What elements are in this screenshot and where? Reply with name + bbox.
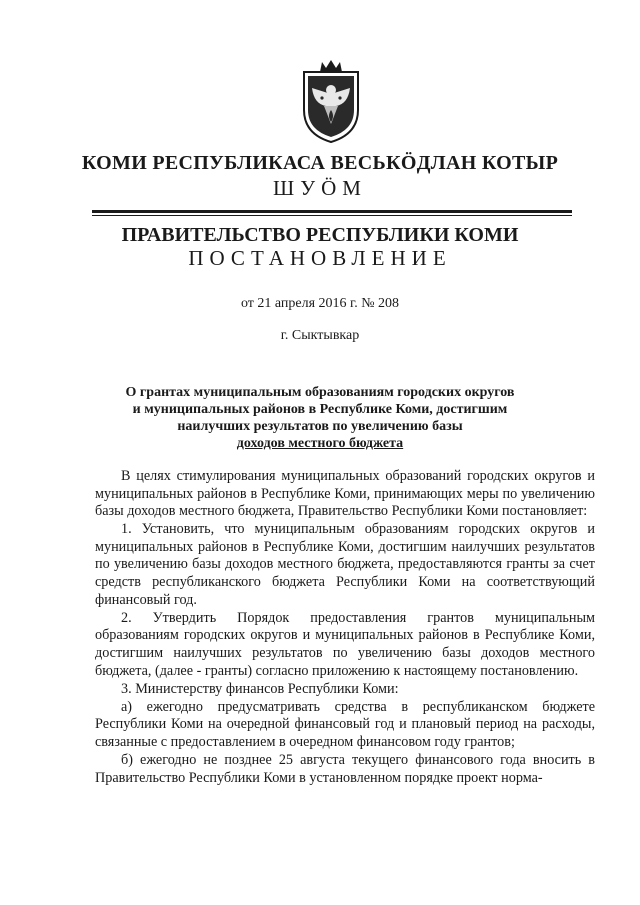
title-line: наилучших результатов по увеличению базы — [177, 419, 463, 434]
title-line: и муниципальных районов в Республике Коми, достигшим — [132, 402, 508, 417]
title-line: О грантах муниципальным образованиям городских округов — [125, 385, 515, 400]
clause-paragraph: 3. Министерству финансов Республики Коми: — [121, 680, 399, 697]
document-type: ПОСТАНОВЛЕНИЕ — [188, 246, 452, 270]
header-divider-thin — [92, 215, 572, 216]
subclause-paragraph: а) ежегодно предусматривать средства в республиканском бюджете Республики Коми на очередной финансовый год и плановый период на расходы, связанные с предоставлением в очередном финансовом году грантов; — [95, 698, 595, 750]
government-title: ПРАВИТЕЛЬСТВО РЕСПУБЛИКИ КОМИ — [121, 224, 519, 246]
clause-paragraph: 2. Утвердить Порядок предоставления грантов муниципальным образованиям городских округов и муниципальных районов в Республике Коми, достигшим наилучших результатов по увеличению базы доходов местного бюджета, (далее - гранты) согласно приложению к настоящему постановлению. — [95, 609, 595, 679]
clause-paragraph: 1. Установить, что муниципальным образованиям городских округов и муниципальных районов в Республике Коми, достигшим наилучших результатов по увеличению базы доходов местного бюджета, предоставляются гранты за счет средств республиканского бюджета Республики Коми на соответствующий финансовый год. — [95, 521, 595, 608]
document-body — [95, 468, 595, 787]
document-title — [100, 384, 540, 452]
preamble-paragraph: В целях стимулирования муниципальных образований городских округов и муниципальных районов в Республике Коми, принимающих меры по увеличению базы доходов местного бюджета, Правительство Республики Коми постановляет: — [95, 468, 595, 520]
komi-document-type: ШУӦМ — [273, 176, 367, 200]
subclause-paragraph: б) ежегодно не позднее 25 августа текущего финансового года вносить в Правительство Республики Коми в установленном порядке проект норма- — [95, 752, 595, 786]
header-divider-thick — [92, 210, 572, 213]
komi-government-title: КОМИ РЕСПУБЛИКАСА ВЕСЬКӦДЛАН КОТЫР — [81, 152, 559, 174]
coat-of-arms-emblem — [300, 60, 362, 144]
document-date-number: от 21 апреля 2016 г. № 208 — [240, 296, 400, 311]
document-city: г. Сыктывкар — [280, 328, 360, 343]
title-line-underlined: доходов местного бюджета — [236, 436, 404, 451]
